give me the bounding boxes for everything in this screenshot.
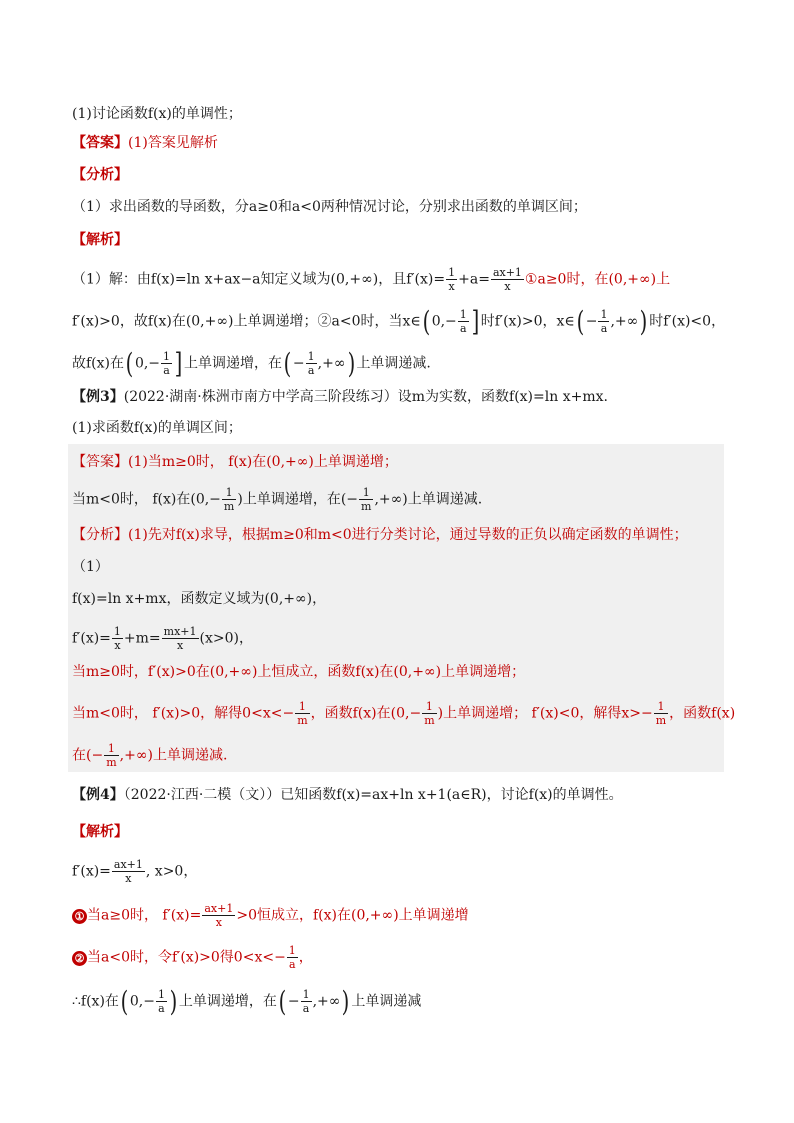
fraction bbox=[446, 266, 457, 293]
text-span: 【例4】 bbox=[72, 787, 124, 803]
text-span: m bbox=[655, 714, 667, 727]
text-span: 当m≥0时，f′(x)>0在(0,+∞)上恒成立，函数f(x)在(0,+∞)上单调递增； bbox=[72, 664, 526, 680]
text-span: 当m<0时， f(x)在(0,− bbox=[72, 491, 221, 508]
text-span: ,+∞ bbox=[312, 993, 341, 1010]
text-span: a bbox=[302, 1002, 310, 1015]
fraction bbox=[301, 988, 312, 1015]
text-span: m bbox=[424, 714, 435, 727]
text-span: a bbox=[460, 322, 467, 335]
text-span: ( bbox=[576, 304, 585, 338]
example-3-step-3 bbox=[72, 625, 253, 652]
circled-2-icon: ② bbox=[72, 951, 87, 966]
text-span: ( bbox=[422, 304, 431, 338]
text-span: x bbox=[114, 639, 121, 652]
text-span: 故f(x)在 bbox=[72, 355, 125, 372]
text-span: +m= bbox=[123, 630, 161, 647]
text-span: 【例3】 bbox=[72, 389, 124, 405]
text-span: a bbox=[289, 958, 296, 971]
text-span: 上单调递增，在 bbox=[178, 993, 277, 1010]
text-span: 当m<0时， f′(x)>0，解得0<x<− bbox=[72, 705, 295, 722]
text-span: )上单调递增； f′(x)<0，解得x>− bbox=[437, 705, 653, 722]
text-span: ，函数f(x)在(0,− bbox=[310, 705, 422, 722]
text-span: a bbox=[307, 364, 315, 377]
example-3-step-4 bbox=[72, 662, 525, 682]
text-span: f′(x)= bbox=[72, 863, 111, 880]
fraction bbox=[161, 350, 172, 377]
solution-line-1 bbox=[72, 266, 670, 293]
fraction bbox=[104, 742, 118, 769]
text-span: 1 bbox=[459, 308, 467, 321]
text-span: (x>0)， bbox=[199, 630, 253, 647]
text-span: ) bbox=[639, 304, 648, 338]
text-span: （1）解：由f(x)=ln x+ax−a知定义域为(0,+∞)，且f′(x)= bbox=[72, 271, 446, 288]
text-span: 【解析】 bbox=[72, 824, 128, 840]
example-3-question bbox=[72, 418, 242, 438]
text-span: 1 bbox=[600, 308, 608, 321]
fraction bbox=[306, 350, 317, 377]
text-span: 1 bbox=[654, 700, 668, 714]
text-span: )上单调递增，在(− bbox=[237, 491, 359, 508]
fraction bbox=[422, 700, 436, 727]
text-span: ∴f(x)在 bbox=[72, 993, 119, 1010]
text-span: m bbox=[297, 714, 308, 727]
fraction bbox=[598, 308, 609, 335]
text-span: a bbox=[600, 322, 608, 335]
text-span: f(x)=ln x+mx，函数定义域为(0,+∞)， bbox=[72, 591, 327, 607]
text-span: ) bbox=[169, 984, 178, 1018]
fraction bbox=[491, 266, 524, 293]
fraction bbox=[162, 625, 199, 652]
text-span: 1 bbox=[113, 625, 121, 638]
fraction bbox=[222, 486, 236, 513]
text-span: ,+∞)上单调递减. bbox=[119, 747, 228, 764]
text-span: ] bbox=[174, 346, 183, 380]
text-span: 上单调递减. bbox=[356, 355, 431, 372]
text-span: 【分析】 bbox=[72, 167, 128, 183]
analysis-text bbox=[72, 197, 587, 217]
text-span: ( bbox=[283, 346, 292, 380]
text-span: （2022·江西·二模（文））已知函数f(x)=ax+ln x+1(a∈R)，讨论f(x)的单调性。 bbox=[123, 787, 623, 803]
text-span: （1）求出函数的导函数，分a≥0和a<0两种情况讨论，分别求出函数的单调区间； bbox=[72, 199, 587, 215]
text-span: 上单调递减 bbox=[351, 993, 422, 1010]
example-4-header bbox=[72, 785, 623, 805]
text-span: 1 bbox=[448, 266, 456, 279]
example-4-step-4 bbox=[72, 984, 422, 1018]
fraction bbox=[112, 625, 123, 652]
text-span: 【解析】 bbox=[72, 232, 128, 248]
answer-tag: 【答案】 bbox=[72, 135, 128, 151]
text-span: ] bbox=[471, 304, 480, 338]
text-span: 时f′(x)<0， bbox=[649, 313, 726, 330]
text-span: , x>0， bbox=[145, 863, 198, 880]
text-span: 【分析】(1)先对f(x)求导，根据m≥0和m<0进行分类讨论，通过导数的正负以确定函数的单调性； bbox=[72, 527, 688, 543]
text-span: (2022·湖南·株洲市南方中学高三阶段练习）设m为实数，函数f(x)=ln x+mx. bbox=[123, 389, 608, 405]
text-span: x bbox=[504, 280, 511, 293]
example-4-step-2 bbox=[72, 902, 469, 929]
text-span: ,+∞ bbox=[317, 355, 346, 372]
text-span: >0恒成立，f(x)在(0,+∞)上单调递增 bbox=[236, 907, 469, 924]
text-span: ) bbox=[347, 346, 355, 380]
example-3-step-2 bbox=[72, 589, 326, 609]
text-span: 1 bbox=[307, 350, 315, 363]
example-4-solution-tag bbox=[72, 822, 128, 842]
text-span: mx+1 bbox=[163, 625, 197, 638]
text-span: 1 bbox=[288, 944, 296, 957]
analysis-tag bbox=[72, 165, 128, 185]
text-span: ( bbox=[278, 984, 287, 1018]
example-3-step-6 bbox=[72, 742, 227, 769]
text-span: x bbox=[448, 280, 455, 293]
text-span: ①a≥0时，在(0,+∞)上 bbox=[524, 271, 671, 288]
text-span: +a= bbox=[458, 271, 490, 288]
text-span: 1 bbox=[359, 486, 373, 500]
fraction bbox=[287, 944, 298, 971]
solution-tag bbox=[72, 230, 128, 250]
fraction bbox=[295, 700, 309, 727]
text-span: ( bbox=[125, 346, 134, 380]
question-1 bbox=[72, 104, 242, 124]
fraction bbox=[202, 902, 235, 929]
text-span: a bbox=[158, 1002, 165, 1015]
text-span: ( bbox=[120, 984, 129, 1018]
fraction bbox=[359, 486, 373, 513]
text-span: − bbox=[585, 313, 598, 330]
text-span: 当a≥0时， f′(x)= bbox=[87, 907, 202, 924]
text-span: ，函数f(x) bbox=[669, 705, 736, 722]
text-span: f′(x)= bbox=[72, 630, 111, 647]
fraction bbox=[156, 988, 167, 1015]
text-span: 时f′(x)>0，x∈ bbox=[480, 313, 575, 330]
text-span: 1 bbox=[222, 486, 236, 500]
text-span: ， bbox=[298, 949, 313, 966]
text-span: 0,− bbox=[129, 993, 155, 1010]
text-span: (1)求函数f(x)的单调区间； bbox=[72, 420, 242, 436]
text-span: m bbox=[223, 500, 235, 513]
answer-text: (1)答案见解析 bbox=[128, 135, 218, 151]
text-span: m bbox=[361, 500, 372, 513]
text-span: ,+∞ bbox=[610, 313, 639, 330]
text-span: x bbox=[176, 639, 184, 652]
text-span: a bbox=[163, 364, 170, 377]
fraction bbox=[112, 858, 145, 885]
text-span: x bbox=[215, 916, 222, 929]
example-3-step-5 bbox=[72, 700, 735, 727]
example-3-answer bbox=[72, 452, 398, 472]
text-span: x bbox=[125, 872, 132, 885]
text-span: 1 bbox=[302, 988, 310, 1001]
text-span: 0,− bbox=[431, 313, 457, 330]
solution-line-3 bbox=[72, 346, 431, 380]
text-span: 1 bbox=[295, 700, 309, 714]
text-span: 上单调递增，在 bbox=[183, 355, 282, 372]
fraction bbox=[458, 308, 469, 335]
text-span: m bbox=[106, 756, 117, 769]
text-span: (1)讨论函数f(x)的单调性； bbox=[72, 106, 242, 122]
solution-line-2 bbox=[72, 304, 726, 338]
text-span: 0,− bbox=[134, 355, 161, 372]
example-4-step-1 bbox=[72, 858, 197, 885]
text-span: ax+1 bbox=[113, 858, 143, 871]
text-span: 1 bbox=[422, 700, 436, 714]
text-span: 当a<0时，令f′(x)>0得0<x<− bbox=[87, 949, 286, 966]
text-span: 1 bbox=[163, 350, 171, 363]
text-span: （1） bbox=[72, 559, 109, 575]
fraction bbox=[654, 700, 668, 727]
text-span: ) bbox=[342, 984, 350, 1018]
circled-1-icon: ① bbox=[72, 909, 87, 924]
text-span: ax+1 bbox=[492, 266, 522, 279]
text-span: ax+1 bbox=[204, 902, 234, 915]
example-4-step-3 bbox=[72, 944, 313, 971]
text-span: − bbox=[287, 993, 300, 1010]
text-span: f′(x)>0，故f(x)在(0,+∞)上单调递增；②a<0时，当x∈ bbox=[72, 313, 421, 330]
text-span: − bbox=[292, 355, 305, 372]
example-3-analysis bbox=[72, 525, 688, 545]
text-span: ,+∞)上单调递减. bbox=[374, 491, 483, 508]
text-span: 1 bbox=[104, 742, 118, 756]
answer-line bbox=[72, 133, 218, 153]
text-span: 【答案】(1)当m≥0时， f(x)在(0,+∞)上单调递增； bbox=[72, 454, 398, 470]
text-span: 在(− bbox=[72, 747, 104, 764]
example-3-step-1 bbox=[72, 557, 109, 577]
text-span: 1 bbox=[157, 988, 165, 1001]
example-3-answer-2 bbox=[72, 486, 482, 513]
example-3-header bbox=[72, 387, 608, 407]
